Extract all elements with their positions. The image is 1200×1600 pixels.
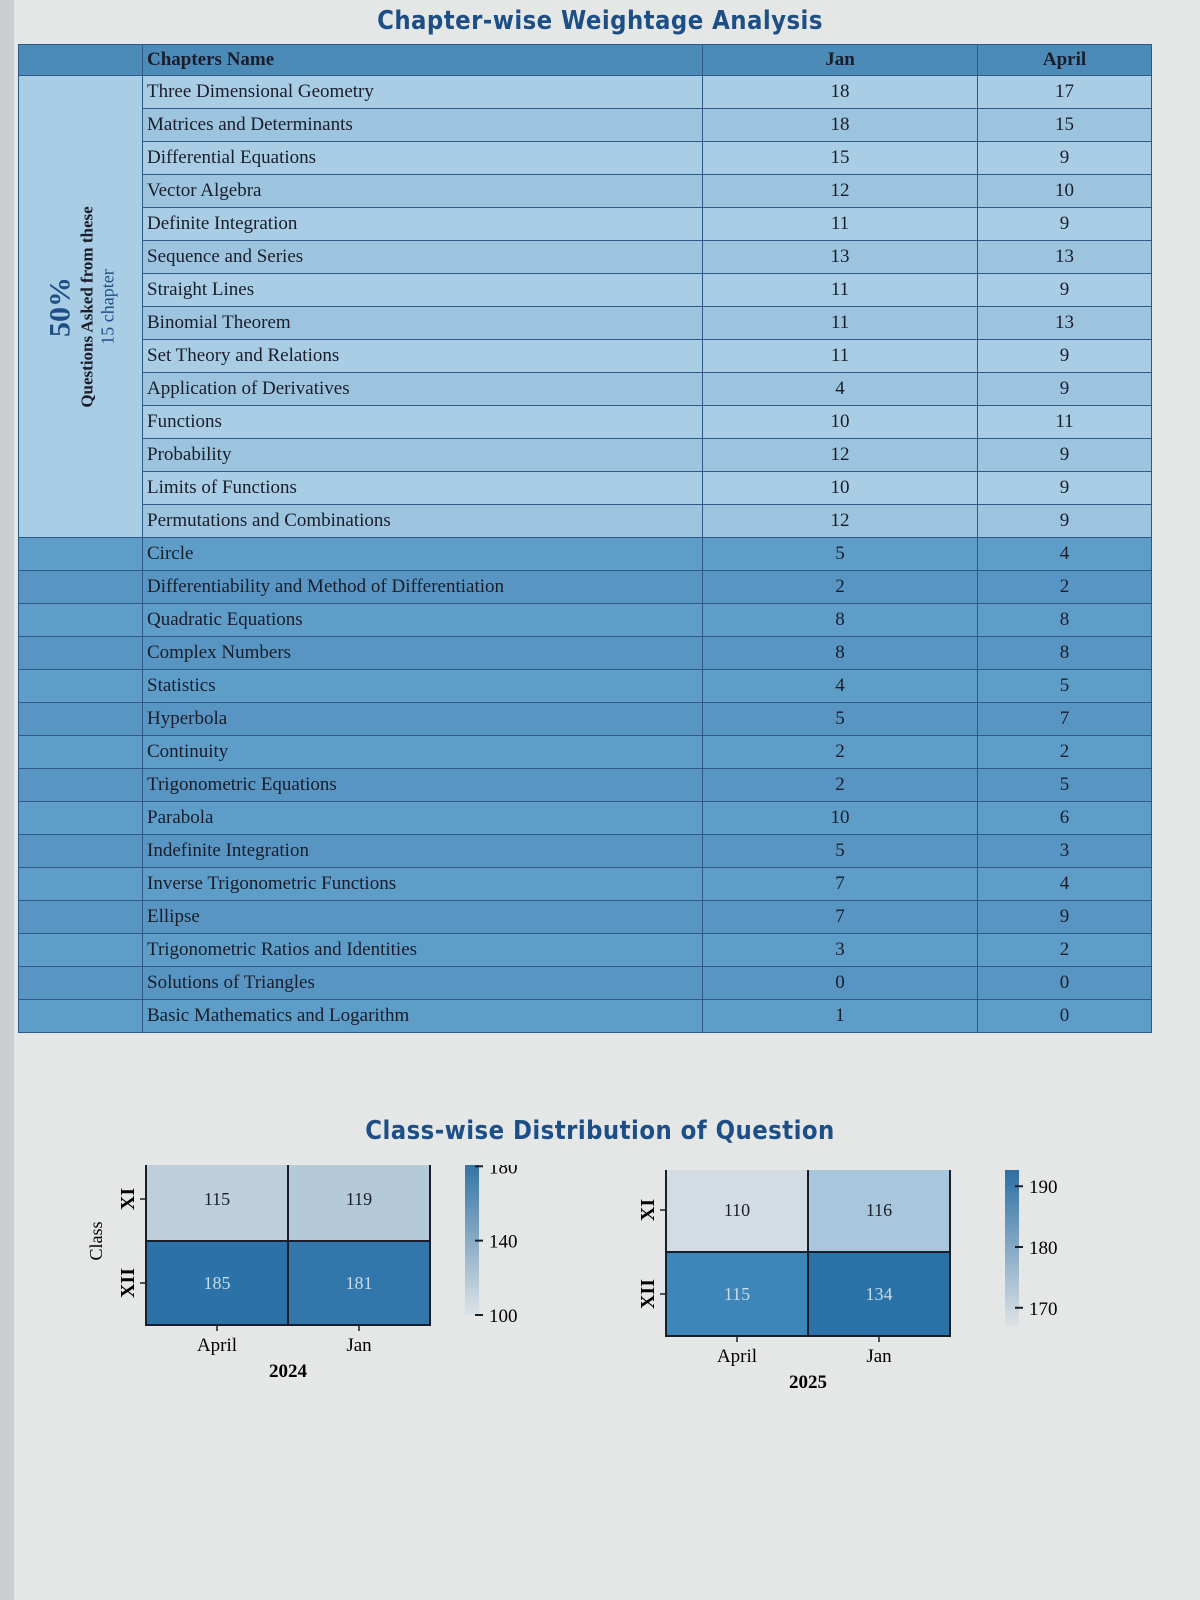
colorbar-tick-label: 190 (1029, 1177, 1058, 1199)
april-count: 9 (978, 340, 1152, 373)
header-chapters-name: Chapters Name (143, 45, 703, 76)
april-count: 9 (978, 439, 1152, 472)
chapter-name: Continuity (143, 736, 703, 769)
april-count: 4 (978, 868, 1152, 901)
jan-count: 11 (703, 340, 978, 373)
april-count: 2 (978, 571, 1152, 604)
table-row (19, 571, 1152, 604)
april-count: 9 (978, 208, 1152, 241)
table-row (19, 802, 1152, 835)
chapter-name: Sequence and Series (143, 241, 703, 274)
april-count: 10 (978, 175, 1152, 208)
table-row (19, 241, 1152, 274)
section-title: Class-wise Distribution of Question (365, 1116, 835, 1146)
table-row (19, 109, 1152, 142)
y-tick-label: XII (117, 1267, 139, 1299)
chapter-name: Solutions of Triangles (143, 967, 703, 1000)
table-row (19, 505, 1152, 538)
april-count: 2 (978, 736, 1152, 769)
table-row (19, 373, 1152, 406)
heatmap-svg (80, 1165, 640, 1405)
side-label-cell (19, 76, 143, 538)
table-row (19, 340, 1152, 373)
april-count: 15 (978, 109, 1152, 142)
april-count: 9 (978, 505, 1152, 538)
april-count: 4 (978, 538, 1152, 571)
table-row (19, 901, 1152, 934)
april-count: 9 (978, 472, 1152, 505)
chapter-name: Differentiability and Method of Differentiation (143, 571, 703, 604)
blank-cell (19, 571, 143, 604)
jan-count: 4 (703, 670, 978, 703)
jan-count: 5 (703, 835, 978, 868)
chapter-name: Probability (143, 439, 703, 472)
april-count: 8 (978, 637, 1152, 670)
chapter-name: Circle (143, 538, 703, 571)
blank-cell (19, 670, 143, 703)
table-row (19, 736, 1152, 769)
blank-cell (19, 868, 143, 901)
heatmap-svg (620, 1170, 1180, 1410)
cell-value-label: 181 (345, 1273, 373, 1293)
april-count: 0 (978, 967, 1152, 1000)
blank-cell (19, 934, 143, 967)
chapter-name: Matrices and Determinants (143, 109, 703, 142)
jan-count: 1 (703, 1000, 978, 1033)
header-april: April (978, 45, 1152, 76)
table-row (19, 1000, 1152, 1033)
heatmap-2024 (80, 1165, 640, 1410)
chapter-name: Ellipse (143, 901, 703, 934)
blank-cell (19, 736, 143, 769)
table-row (19, 934, 1152, 967)
table-row (19, 274, 1152, 307)
x-axis-label: 2024 (269, 1361, 307, 1382)
table-row (19, 769, 1152, 802)
cell-value-label: 116 (865, 1200, 893, 1220)
chapter-name: Definite Integration (143, 208, 703, 241)
chapter-name: Application of Derivatives (143, 373, 703, 406)
table-header-row (19, 45, 1152, 76)
jan-count: 12 (703, 175, 978, 208)
colorbar-tick-label: 180 (489, 1165, 518, 1179)
jan-count: 7 (703, 901, 978, 934)
chapter-name: Set Theory and Relations (143, 340, 703, 373)
april-count: 5 (978, 670, 1152, 703)
jan-count: 11 (703, 307, 978, 340)
chapter-name: Inverse Trigonometric Functions (143, 868, 703, 901)
blank-cell (19, 901, 143, 934)
april-count: 8 (978, 604, 1152, 637)
table-row (19, 670, 1152, 703)
jan-count: 15 (703, 142, 978, 175)
table-row (19, 703, 1152, 736)
jan-count: 12 (703, 505, 978, 538)
table-row (19, 538, 1152, 571)
blank-cell (19, 604, 143, 637)
chapter-name: Quadratic Equations (143, 604, 703, 637)
april-count: 13 (978, 307, 1152, 340)
table-row (19, 637, 1152, 670)
blank-cell (19, 802, 143, 835)
chapter-name: Basic Mathematics and Logarithm (143, 1000, 703, 1033)
blank-cell (19, 967, 143, 1000)
chapter-name: Permutations and Combinations (143, 505, 703, 538)
april-count: 9 (978, 142, 1152, 175)
april-count: 17 (978, 76, 1152, 109)
header-blank (19, 45, 143, 76)
y-tick-label: XI (637, 1198, 659, 1222)
colorbar-tick-label: 100 (489, 1306, 518, 1327)
april-count: 6 (978, 802, 1152, 835)
jan-count: 2 (703, 769, 978, 802)
chapter-name: Parabola (143, 802, 703, 835)
jan-count: 11 (703, 208, 978, 241)
weightage-table (18, 44, 1152, 1033)
chapter-name: Indefinite Integration (143, 835, 703, 868)
remaining-chapters (19, 538, 1152, 1033)
chapter-name: Functions (143, 406, 703, 439)
blank-cell (19, 835, 143, 868)
y-axis-label: Class (86, 1221, 106, 1261)
jan-count: 5 (703, 538, 978, 571)
jan-count: 18 (703, 109, 978, 142)
x-tick-label: Jan (866, 1346, 892, 1367)
jan-count: 4 (703, 373, 978, 406)
chapter-name: Vector Algebra (143, 175, 703, 208)
blank-cell (19, 538, 143, 571)
jan-count: 8 (703, 637, 978, 670)
table-row (19, 439, 1152, 472)
chapter-name: Three Dimensional Geometry (143, 76, 703, 109)
cell-value-label: 115 (203, 1189, 231, 1209)
april-count: 5 (978, 769, 1152, 802)
x-tick-label: April (716, 1346, 758, 1367)
april-count: 0 (978, 1000, 1152, 1033)
header-jan: Jan (703, 45, 978, 76)
chapter-name: Statistics (143, 670, 703, 703)
blank-cell (19, 703, 143, 736)
table-row (19, 472, 1152, 505)
jan-count: 13 (703, 241, 978, 274)
table-row (19, 406, 1152, 439)
chapter-name: Trigonometric Ratios and Identities (143, 934, 703, 967)
table-row (19, 175, 1152, 208)
blank-cell (19, 637, 143, 670)
jan-count: 3 (703, 934, 978, 967)
heatmap-2025 (620, 1170, 1180, 1415)
april-count: 11 (978, 406, 1152, 439)
blank-cell (19, 769, 143, 802)
x-tick-label: April (196, 1335, 238, 1356)
side-line-2: 15 chapter (97, 268, 117, 345)
table-row (19, 208, 1152, 241)
chapter-name: Hyperbola (143, 703, 703, 736)
april-count: 9 (978, 274, 1152, 307)
y-tick-label: XII (637, 1278, 659, 1310)
jan-count: 0 (703, 967, 978, 1000)
cell-value-label: 119 (345, 1189, 373, 1209)
jan-count: 7 (703, 868, 978, 901)
cell-value-label: 185 (203, 1273, 231, 1293)
chapter-name: Differential Equations (143, 142, 703, 175)
table-row (19, 604, 1152, 637)
table-row (19, 307, 1152, 340)
april-count: 13 (978, 241, 1152, 274)
jan-count: 11 (703, 274, 978, 307)
april-count: 9 (978, 373, 1152, 406)
colorbar-tick-label: 170 (1029, 1298, 1058, 1320)
jan-count: 10 (703, 406, 978, 439)
april-count: 2 (978, 934, 1152, 967)
jan-count: 18 (703, 76, 978, 109)
jan-count: 2 (703, 736, 978, 769)
table-row (19, 967, 1152, 1000)
april-count: 9 (978, 901, 1152, 934)
chapter-name: Trigonometric Equations (143, 769, 703, 802)
jan-count: 12 (703, 439, 978, 472)
jan-count: 2 (703, 571, 978, 604)
y-tick-label: XI (117, 1187, 139, 1211)
april-count: 7 (978, 703, 1152, 736)
cell-value-label: 115 (723, 1284, 751, 1304)
x-tick-label: Jan (346, 1335, 372, 1356)
table-row (19, 76, 1152, 109)
jan-count: 10 (703, 472, 978, 505)
jan-count: 10 (703, 802, 978, 835)
jan-count: 5 (703, 703, 978, 736)
colorbar-tick-label: 180 (1029, 1238, 1058, 1259)
side-line-1: Questions Asked from these (77, 205, 96, 408)
jan-count: 8 (703, 604, 978, 637)
blank-cell (19, 1000, 143, 1033)
table-row (19, 142, 1152, 175)
april-count: 3 (978, 835, 1152, 868)
page-edge (0, 0, 14, 1600)
x-axis-label: 2025 (789, 1372, 827, 1393)
top-15-chapters (19, 76, 1152, 538)
percent-label: 50% (43, 276, 76, 337)
colorbar-tick-label: 140 (489, 1231, 518, 1253)
cell-value-label: 110 (723, 1200, 751, 1220)
table-row (19, 835, 1152, 868)
chapter-name: Binomial Theorem (143, 307, 703, 340)
chapter-name: Limits of Functions (143, 472, 703, 505)
cell-value-label: 134 (865, 1284, 893, 1304)
table-row (19, 868, 1152, 901)
chapter-name: Complex Numbers (143, 637, 703, 670)
page-title: Chapter-wise Weightage Analysis (377, 6, 823, 36)
chapter-name: Straight Lines (143, 274, 703, 307)
